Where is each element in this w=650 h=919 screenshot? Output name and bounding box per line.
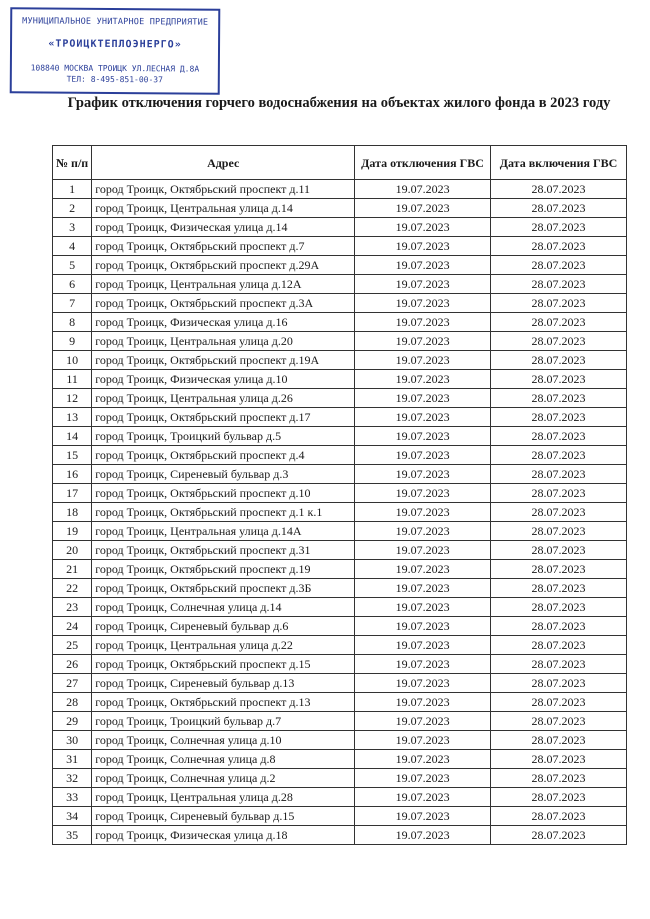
table-row bbox=[53, 788, 627, 807]
row-address: город Троицк, Сиреневый бульвар д.15 bbox=[92, 807, 355, 826]
header-on-date: Дата включения ГВС bbox=[491, 146, 627, 180]
row-on-date: 28.07.2023 bbox=[491, 256, 627, 275]
row-on-date: 28.07.2023 bbox=[491, 788, 627, 807]
row-on-date: 28.07.2023 bbox=[491, 313, 627, 332]
row-address: город Троицк, Центральная улица д.12А bbox=[92, 275, 355, 294]
row-number: 27 bbox=[53, 674, 92, 693]
table-row bbox=[53, 655, 627, 674]
table-row bbox=[53, 180, 627, 199]
row-on-date: 28.07.2023 bbox=[491, 655, 627, 674]
table-row bbox=[53, 313, 627, 332]
row-on-date: 28.07.2023 bbox=[491, 712, 627, 731]
header-off-date: Дата отключения ГВС bbox=[355, 146, 491, 180]
table-row bbox=[53, 579, 627, 598]
row-on-date: 28.07.2023 bbox=[491, 294, 627, 313]
table-row bbox=[53, 275, 627, 294]
row-off-date: 19.07.2023 bbox=[355, 579, 491, 598]
row-off-date: 19.07.2023 bbox=[355, 275, 491, 294]
row-address: город Троицк, Центральная улица д.14А bbox=[92, 522, 355, 541]
row-number: 19 bbox=[53, 522, 92, 541]
row-off-date: 19.07.2023 bbox=[355, 807, 491, 826]
row-number: 9 bbox=[53, 332, 92, 351]
row-off-date: 19.07.2023 bbox=[355, 199, 491, 218]
row-off-date: 19.07.2023 bbox=[355, 636, 491, 655]
row-off-date: 19.07.2023 bbox=[355, 712, 491, 731]
row-number: 8 bbox=[53, 313, 92, 332]
row-number: 35 bbox=[53, 826, 92, 845]
table-row bbox=[53, 541, 627, 560]
row-off-date: 19.07.2023 bbox=[355, 351, 491, 370]
row-address: город Троицк, Октябрьский проспект д.19 bbox=[92, 560, 355, 579]
row-on-date: 28.07.2023 bbox=[491, 807, 627, 826]
row-off-date: 19.07.2023 bbox=[355, 313, 491, 332]
row-on-date: 28.07.2023 bbox=[491, 351, 627, 370]
row-number: 3 bbox=[53, 218, 92, 237]
row-off-date: 19.07.2023 bbox=[355, 218, 491, 237]
row-number: 22 bbox=[53, 579, 92, 598]
row-address: город Троицк, Октябрьский проспект д.7 bbox=[92, 237, 355, 256]
table-row bbox=[53, 731, 627, 750]
row-on-date: 28.07.2023 bbox=[491, 522, 627, 541]
row-address: город Троицк, Октябрьский проспект д.29А bbox=[92, 256, 355, 275]
row-address: город Троицк, Октябрьский проспект д.17 bbox=[92, 408, 355, 427]
table-row bbox=[53, 408, 627, 427]
table-header-row bbox=[53, 146, 627, 180]
row-number: 25 bbox=[53, 636, 92, 655]
table-row bbox=[53, 636, 627, 655]
row-address: город Троицк, Октябрьский проспект д.3Б bbox=[92, 579, 355, 598]
row-off-date: 19.07.2023 bbox=[355, 731, 491, 750]
row-off-date: 19.07.2023 bbox=[355, 465, 491, 484]
row-off-date: 19.07.2023 bbox=[355, 693, 491, 712]
row-address: город Троицк, Октябрьский проспект д.15 bbox=[92, 655, 355, 674]
row-address: город Троицк, Октябрьский проспект д.19А bbox=[92, 351, 355, 370]
table-row bbox=[53, 351, 627, 370]
header-address: Адрес bbox=[92, 146, 355, 180]
row-address: город Троицк, Центральная улица д.22 bbox=[92, 636, 355, 655]
row-on-date: 28.07.2023 bbox=[491, 332, 627, 351]
row-off-date: 19.07.2023 bbox=[355, 598, 491, 617]
row-address: город Троицк, Сиреневый бульвар д.6 bbox=[92, 617, 355, 636]
row-address: город Троицк, Солнечная улица д.10 bbox=[92, 731, 355, 750]
row-on-date: 28.07.2023 bbox=[491, 731, 627, 750]
row-address: город Троицк, Центральная улица д.14 bbox=[92, 199, 355, 218]
row-off-date: 19.07.2023 bbox=[355, 655, 491, 674]
row-address: город Троицк, Октябрьский проспект д.13 bbox=[92, 693, 355, 712]
row-address: город Троицк, Солнечная улица д.14 bbox=[92, 598, 355, 617]
row-number: 1 bbox=[53, 180, 92, 199]
row-on-date: 28.07.2023 bbox=[491, 636, 627, 655]
row-on-date: 28.07.2023 bbox=[491, 750, 627, 769]
stamp-line-org-name: «ТРОИЦКТЕПЛОЭНЕРГО» bbox=[48, 38, 182, 51]
table-row bbox=[53, 389, 627, 408]
table-row bbox=[53, 826, 627, 845]
row-off-date: 19.07.2023 bbox=[355, 237, 491, 256]
row-off-date: 19.07.2023 bbox=[355, 750, 491, 769]
row-number: 7 bbox=[53, 294, 92, 313]
row-address: город Троицк, Солнечная улица д.8 bbox=[92, 750, 355, 769]
row-off-date: 19.07.2023 bbox=[355, 408, 491, 427]
row-off-date: 19.07.2023 bbox=[355, 560, 491, 579]
table-row bbox=[53, 560, 627, 579]
row-address: город Троицк, Физическая улица д.16 bbox=[92, 313, 355, 332]
row-address: город Троицк, Октябрьский проспект д.4 bbox=[92, 446, 355, 465]
row-on-date: 28.07.2023 bbox=[491, 769, 627, 788]
row-on-date: 28.07.2023 bbox=[491, 199, 627, 218]
row-on-date: 28.07.2023 bbox=[491, 408, 627, 427]
table-row bbox=[53, 256, 627, 275]
row-on-date: 28.07.2023 bbox=[491, 484, 627, 503]
row-off-date: 19.07.2023 bbox=[355, 427, 491, 446]
row-off-date: 19.07.2023 bbox=[355, 617, 491, 636]
row-off-date: 19.07.2023 bbox=[355, 541, 491, 560]
row-number: 10 bbox=[53, 351, 92, 370]
row-number: 31 bbox=[53, 750, 92, 769]
row-off-date: 19.07.2023 bbox=[355, 389, 491, 408]
row-off-date: 19.07.2023 bbox=[355, 788, 491, 807]
row-on-date: 28.07.2023 bbox=[491, 598, 627, 617]
row-number: 32 bbox=[53, 769, 92, 788]
row-number: 33 bbox=[53, 788, 92, 807]
row-off-date: 19.07.2023 bbox=[355, 826, 491, 845]
row-on-date: 28.07.2023 bbox=[491, 465, 627, 484]
row-off-date: 19.07.2023 bbox=[355, 769, 491, 788]
row-on-date: 28.07.2023 bbox=[491, 446, 627, 465]
table-row bbox=[53, 598, 627, 617]
row-number: 21 bbox=[53, 560, 92, 579]
table-row bbox=[53, 712, 627, 731]
header-number: № п/п bbox=[53, 146, 92, 180]
table-row bbox=[53, 199, 627, 218]
row-off-date: 19.07.2023 bbox=[355, 674, 491, 693]
stamp-line-phone: ТЕЛ: 8-495-851-00-37 bbox=[66, 74, 163, 85]
stamp-line-org-type: МУНИЦИПАЛЬНОЕ УНИТАРНОЕ ПРЕДПРИЯТИЕ bbox=[22, 16, 209, 28]
table-row bbox=[53, 465, 627, 484]
schedule-table bbox=[52, 145, 627, 845]
row-address: город Троицк, Октябрьский проспект д.10 bbox=[92, 484, 355, 503]
table-row bbox=[53, 237, 627, 256]
table-row bbox=[53, 446, 627, 465]
row-off-date: 19.07.2023 bbox=[355, 484, 491, 503]
row-number: 16 bbox=[53, 465, 92, 484]
row-number: 23 bbox=[53, 598, 92, 617]
row-off-date: 19.07.2023 bbox=[355, 256, 491, 275]
row-number: 5 bbox=[53, 256, 92, 275]
row-address: город Троицк, Солнечная улица д.2 bbox=[92, 769, 355, 788]
row-on-date: 28.07.2023 bbox=[491, 617, 627, 636]
row-number: 12 bbox=[53, 389, 92, 408]
row-off-date: 19.07.2023 bbox=[355, 180, 491, 199]
row-on-date: 28.07.2023 bbox=[491, 370, 627, 389]
row-address: город Троицк, Физическая улица д.18 bbox=[92, 826, 355, 845]
row-off-date: 19.07.2023 bbox=[355, 294, 491, 313]
row-number: 11 bbox=[53, 370, 92, 389]
row-number: 30 bbox=[53, 731, 92, 750]
row-on-date: 28.07.2023 bbox=[491, 389, 627, 408]
table-row bbox=[53, 503, 627, 522]
row-address: город Троицк, Центральная улица д.26 bbox=[92, 389, 355, 408]
row-number: 29 bbox=[53, 712, 92, 731]
organization-stamp bbox=[10, 7, 221, 94]
row-on-date: 28.07.2023 bbox=[491, 693, 627, 712]
table-row bbox=[53, 674, 627, 693]
row-number: 15 bbox=[53, 446, 92, 465]
row-address: город Троицк, Троицкий бульвар д.7 bbox=[92, 712, 355, 731]
table-row bbox=[53, 750, 627, 769]
row-address: город Троицк, Центральная улица д.28 bbox=[92, 788, 355, 807]
row-on-date: 28.07.2023 bbox=[491, 560, 627, 579]
row-on-date: 28.07.2023 bbox=[491, 579, 627, 598]
row-address: город Троицк, Сиреневый бульвар д.3 bbox=[92, 465, 355, 484]
row-off-date: 19.07.2023 bbox=[355, 522, 491, 541]
table-row bbox=[53, 332, 627, 351]
row-number: 20 bbox=[53, 541, 92, 560]
row-number: 34 bbox=[53, 807, 92, 826]
row-address: город Троицк, Физическая улица д.10 bbox=[92, 370, 355, 389]
table-row bbox=[53, 693, 627, 712]
row-number: 14 bbox=[53, 427, 92, 446]
row-off-date: 19.07.2023 bbox=[355, 446, 491, 465]
row-off-date: 19.07.2023 bbox=[355, 332, 491, 351]
row-off-date: 19.07.2023 bbox=[355, 370, 491, 389]
stamp-line-address: 108840 МОСКВА ТРОИЦК УЛ.ЛЕСНАЯ Д.8А bbox=[30, 63, 200, 74]
row-on-date: 28.07.2023 bbox=[491, 218, 627, 237]
row-on-date: 28.07.2023 bbox=[491, 674, 627, 693]
row-number: 4 bbox=[53, 237, 92, 256]
row-number: 28 bbox=[53, 693, 92, 712]
row-number: 17 bbox=[53, 484, 92, 503]
row-number: 2 bbox=[53, 199, 92, 218]
row-address: город Троицк, Октябрьский проспект д.1 к.1 bbox=[92, 503, 355, 522]
row-address: город Троицк, Центральная улица д.20 bbox=[92, 332, 355, 351]
table-row bbox=[53, 294, 627, 313]
row-address: город Троицк, Сиреневый бульвар д.13 bbox=[92, 674, 355, 693]
table-row bbox=[53, 370, 627, 389]
table-row bbox=[53, 769, 627, 788]
row-address: город Троицк, Октябрьский проспект д.11 bbox=[92, 180, 355, 199]
table-row bbox=[53, 807, 627, 826]
table-row bbox=[53, 218, 627, 237]
row-number: 13 bbox=[53, 408, 92, 427]
table-row bbox=[53, 484, 627, 503]
table-row bbox=[53, 427, 627, 446]
table-row bbox=[53, 522, 627, 541]
row-on-date: 28.07.2023 bbox=[491, 826, 627, 845]
row-on-date: 28.07.2023 bbox=[491, 180, 627, 199]
row-on-date: 28.07.2023 bbox=[491, 275, 627, 294]
row-number: 24 bbox=[53, 617, 92, 636]
row-on-date: 28.07.2023 bbox=[491, 427, 627, 446]
row-number: 18 bbox=[53, 503, 92, 522]
row-on-date: 28.07.2023 bbox=[491, 541, 627, 560]
row-address: город Троицк, Октябрьский проспект д.3А bbox=[92, 294, 355, 313]
row-address: город Троицк, Октябрьский проспект д.31 bbox=[92, 541, 355, 560]
row-number: 6 bbox=[53, 275, 92, 294]
row-number: 26 bbox=[53, 655, 92, 674]
row-address: город Троицк, Физическая улица д.14 bbox=[92, 218, 355, 237]
table-row bbox=[53, 617, 627, 636]
row-off-date: 19.07.2023 bbox=[355, 503, 491, 522]
row-on-date: 28.07.2023 bbox=[491, 503, 627, 522]
row-on-date: 28.07.2023 bbox=[491, 237, 627, 256]
row-address: город Троицк, Троицкий бульвар д.5 bbox=[92, 427, 355, 446]
document-title: График отключения горчего водоснабжения на объектах жилого фонда в 2023 году bbox=[67, 95, 611, 111]
